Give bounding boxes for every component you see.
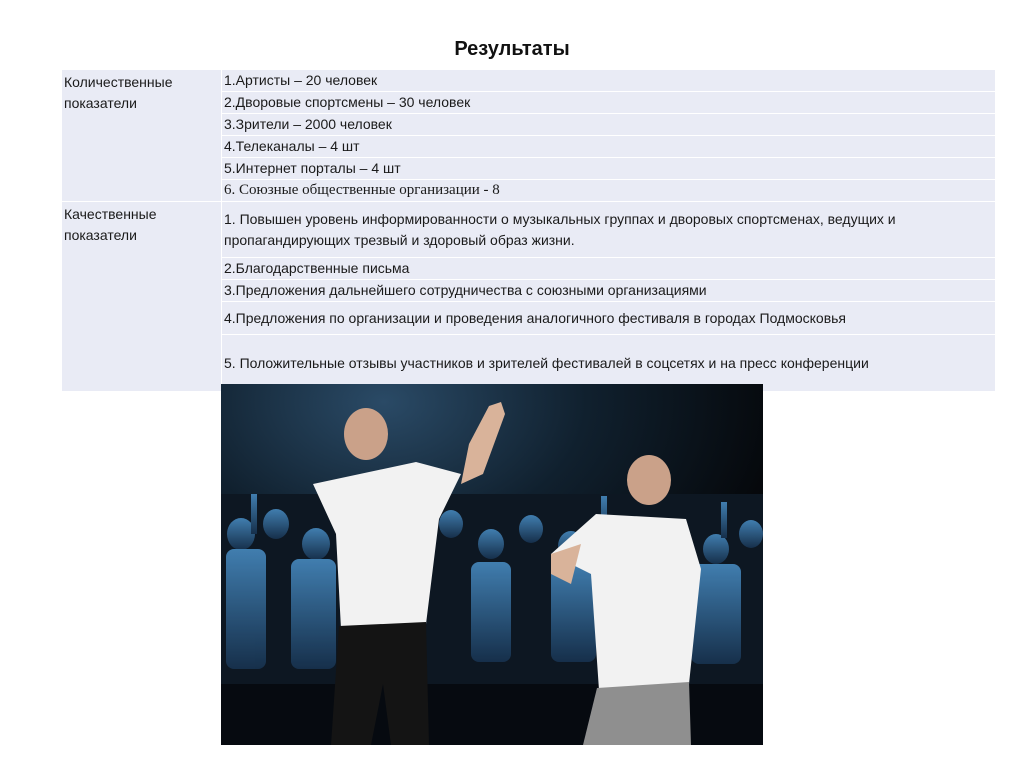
quantitative-item-5: 5.Интернет порталы – 4 шт	[222, 158, 996, 180]
qualitative-label: Качественные показатели	[62, 202, 222, 392]
qualitative-item-5: 5. Положительные отзывы участников и зрителей фестивалей в соцсетях и на пресс конференции	[222, 335, 996, 392]
qualitative-item-1: 1. Повышен уровень информированности о музыкальных группах и дворовых спортсменах, ведущих и пропагандирующих трезвый и здоровый образ жизни.	[222, 202, 996, 258]
qualitative-item-4: 4.Предложения по организации и проведения аналогичного фестиваля в городах Подмосковья	[222, 302, 996, 335]
qualitative-item-3: 3.Предложения дальнейшего сотрудничества с союзными организациями	[222, 280, 996, 302]
quantitative-item-6: 6. Союзные общественные организации - 8	[222, 180, 996, 202]
quantitative-item-2: 2.Дворовые спортсмены – 30 человек	[222, 92, 996, 114]
slide-title: Результаты	[454, 38, 570, 60]
quantitative-label: Количественные показатели	[62, 70, 222, 202]
table-row	[62, 70, 996, 92]
results-table	[61, 69, 996, 392]
concert-stage-photo	[221, 384, 763, 745]
quantitative-item-3: 3.Зрители – 2000 человек	[222, 114, 996, 136]
quantitative-item-1: 1.Артисты – 20 человек	[222, 70, 996, 92]
table-row	[62, 202, 996, 258]
qualitative-item-2: 2.Благодарственные письма	[222, 258, 996, 280]
quantitative-item-4: 4.Телеканалы – 4 шт	[222, 136, 996, 158]
